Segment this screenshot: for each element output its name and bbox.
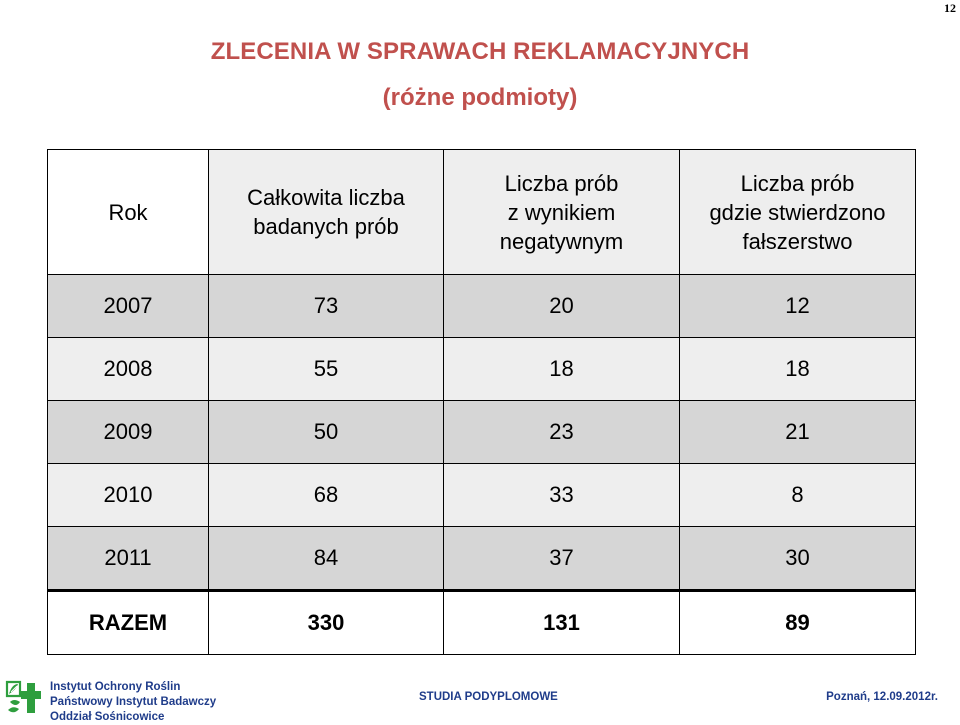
footer-institute-line: Instytut Ochrony Roślin — [50, 681, 181, 693]
cell-negative-sum: 131 — [444, 591, 680, 655]
table-row — [48, 401, 916, 464]
cell-total: 73 — [209, 275, 444, 338]
header-line: z wynikiem — [507, 199, 616, 225]
cell-total-sum: 330 — [209, 591, 444, 655]
complaints-table — [47, 149, 916, 655]
cell-counterfeit-sum: 89 — [680, 591, 916, 655]
cell-counterfeit: 18 — [680, 338, 916, 401]
cell-total: 55 — [209, 338, 444, 401]
table-row — [48, 527, 916, 591]
cell-total: 50 — [209, 401, 444, 464]
header-line: Liczba prób — [740, 170, 855, 196]
header-total-samples — [209, 150, 444, 275]
header-year-line: Rok — [108, 199, 148, 225]
footer-institute-line: Oddział Sośnicowice — [50, 711, 165, 723]
table-total-row — [48, 591, 916, 655]
cell-counterfeit: 12 — [680, 275, 916, 338]
cell-year: 2007 — [48, 275, 209, 338]
header-line: badanych prób — [253, 214, 399, 239]
cell-total: 68 — [209, 464, 444, 527]
page-number: 12 — [944, 1, 956, 15]
page-subtitle: (różne podmioty) — [382, 84, 578, 111]
cell-negative: 37 — [444, 527, 680, 591]
cell-negative: 20 — [444, 275, 680, 338]
cell-total: 84 — [209, 527, 444, 591]
table-row — [48, 275, 916, 338]
ior-pib-logo-icon — [4, 678, 42, 718]
cell-counterfeit: 30 — [680, 527, 916, 591]
header-negative-samples — [444, 150, 680, 275]
cell-year: 2011 — [48, 527, 209, 591]
header-line: fałszerstwo — [742, 228, 853, 254]
header-line: gdzie stwierdzono — [709, 199, 886, 225]
header-counterfeit-samples — [680, 150, 916, 275]
cell-counterfeit: 8 — [680, 464, 916, 527]
cell-negative: 23 — [444, 401, 680, 464]
cell-year: 2009 — [48, 401, 209, 464]
footer-program: STUDIA PODYPLOMOWE — [419, 691, 558, 703]
footer-institute — [50, 680, 216, 725]
table-header-row — [48, 150, 916, 275]
cell-year: 2008 — [48, 338, 209, 401]
cell-year: 2010 — [48, 464, 209, 527]
header-line: negatywnym — [499, 228, 624, 254]
table-row — [48, 464, 916, 527]
cell-total-label: RAZEM — [48, 591, 209, 655]
page-title: ZLECENIA W SPRAWACH REKLAMACYJNYCH — [210, 38, 750, 65]
cell-negative: 18 — [444, 338, 680, 401]
header-year — [48, 150, 209, 275]
footer-institute-line: Państwowy Instytut Badawczy — [50, 696, 217, 708]
cell-negative: 33 — [444, 464, 680, 527]
header-line: Liczba prób — [504, 170, 619, 196]
footer-date: Poznań, 12.09.2012r. — [826, 691, 938, 703]
header-line: Całkowita liczba — [247, 185, 405, 210]
table-row — [48, 338, 916, 401]
cell-counterfeit: 21 — [680, 401, 916, 464]
